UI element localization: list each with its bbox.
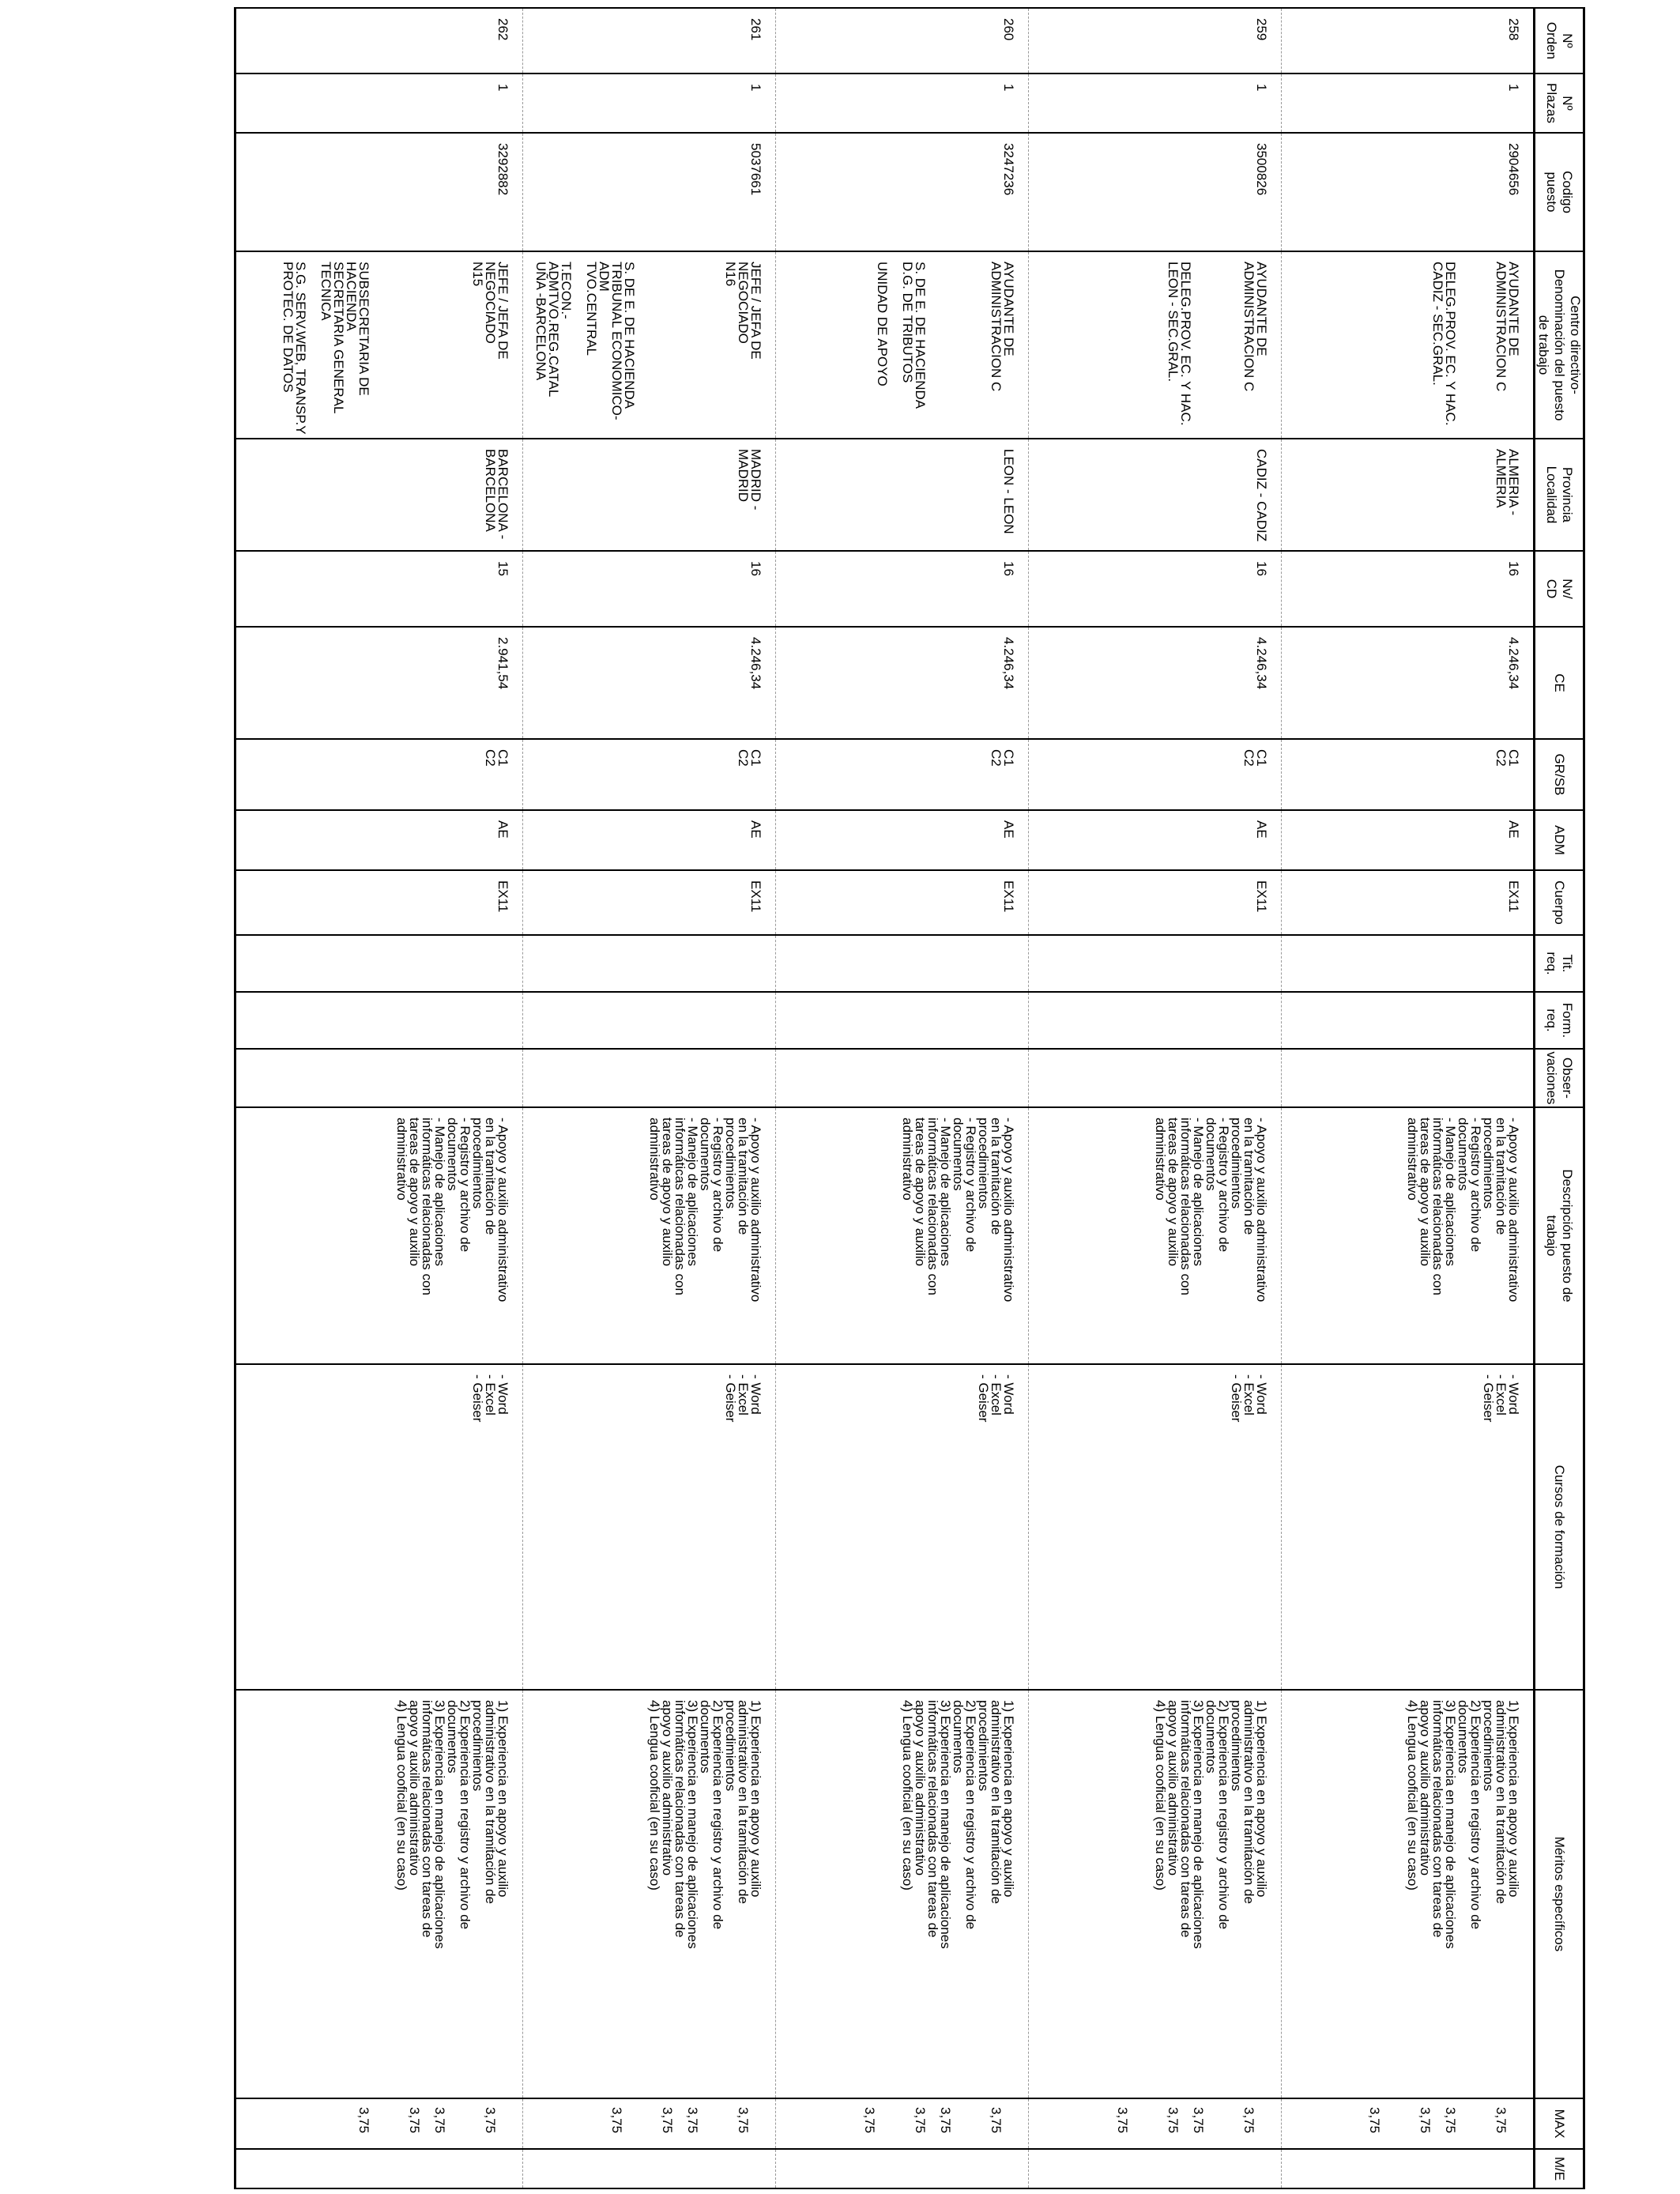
cell-adm: AE [776,810,1029,870]
cell-provincia: CADIZ - CADIZ [1029,439,1282,551]
cell-meritos: 1) Experiencia en apoyo y auxilio administrativo en la tramitación de procedimientos 2) Experiencia en registro y archivo de documentos 3) Experiencia en manejo de aplicaciones informáticas relacionadas con tareas de apoyo y auxilio administrativo 4) Lengua cooficial (en su caso) [776,1690,1029,2098]
header-row [1535,8,1584,2188]
cell-tit [776,935,1029,992]
cell-ce: 2.941,54 [235,627,523,739]
cell-cursos: - Word - Excel - Geiser [776,1364,1029,1690]
cell-orden: 258 [1282,8,1535,74]
max-value: 3,75 [1166,2107,1181,2134]
max-value: 3,75 [938,2107,953,2134]
cell-grsb: C1 C2 [523,739,776,810]
cell-plazas: 1 [235,74,523,133]
cell-plazas: 1 [1029,74,1282,133]
max-value [1217,2107,1230,2145]
job-positions-table [234,7,1585,2189]
cell-cuerpo: EX11 [776,870,1029,935]
cell-codigo: 3500826 [1029,133,1282,251]
max-value: 3,75 [685,2107,700,2134]
max-value: 3,75 [862,2107,877,2134]
cell-nivel: 16 [1282,551,1535,627]
header-centro: Centro directivo- Denominación del puesto de trabajo [1535,251,1584,439]
cell-grsb: C1 C2 [235,739,523,810]
cell-cursos: - Word - Excel - Geiser [523,1364,776,1690]
cell-plazas: 1 [523,74,776,133]
cell-form [523,992,776,1049]
cell-cursos: - Word - Excel - Geiser [1282,1364,1535,1690]
cell-descripcion: - Apoyo y auxilio administrativo en la tramitación de procedimientos - Registro y archivo de documentos - Manejo de aplicaciones informáticas relacionadas con tareas de apoyo y auxilio administrativo [1029,1107,1282,1364]
cell-adm: AE [523,810,776,870]
max-value [382,2107,395,2145]
cell-centro: AYUDANTE DE ADMINISTRACION C DELEG.PROV. EC. Y HAC. CADIZ - SEC.GRAL. [1282,251,1535,439]
cell-centro: AYUDANTE DE ADMINISTRACION C DELEG.PROV. EC. Y HAC. LEON - SEC.GRAL. [1029,251,1282,439]
max-value: 3,75 [1367,2107,1382,2134]
cell-nivel: 16 [776,551,1029,627]
cell-tit [1282,935,1535,992]
header-ce: CE [1535,627,1584,739]
cell-max [523,2098,776,2149]
cell-codigo: 3247236 [776,133,1029,251]
cell-meritos: 1) Experiencia en apoyo y auxilio administrativo en la tramitación de procedimientos 2) Experiencia en registro y archivo de documentos 3) Experiencia en manejo de aplicaciones informáticas relacionadas con tareas de apoyo y auxilio administrativo 4) Lengua cooficial (en su caso) [235,1690,523,2098]
cell-me [1029,2149,1282,2188]
max-value [964,2107,977,2145]
header-cuerpo: Cuerpo [1535,870,1584,935]
cell-plazas: 1 [776,74,1029,133]
cell-meritos: 1) Experiencia en apoyo y auxilio administrativo en la tramitación de procedimientos 2) Experiencia en registro y archivo de documentos 3) Experiencia en manejo de aplicaciones informáticas relacionadas con tareas de apoyo y auxilio administrativo 4) Lengua cooficial (en su caso) [1029,1690,1282,2098]
header-me: M/E [1535,2149,1584,2188]
cell-centro: AYUDANTE DE ADMINISTRACION C S. DE E. DE HACIENDA D.G. DE TRIBUTOS UNIDAD DE APOYO [776,251,1029,439]
max-value: 3,75 [736,2107,751,2134]
max-value [711,2107,724,2145]
cell-obs [1029,1049,1282,1107]
max-value [635,2107,648,2145]
table-row [1029,8,1282,2188]
max-value [1393,2107,1406,2145]
table-row [523,8,776,2188]
cell-adm: AE [235,810,523,870]
cell-tit [235,935,523,992]
cell-descripcion: - Apoyo y auxilio administrativo en la tramitación de procedimientos - Registro y archivo de documentos - Manejo de aplicaciones informáticas relacionadas con tareas de apoyo y auxilio administrativo [1282,1107,1535,1364]
cell-obs [1282,1049,1535,1107]
cell-adm: AE [1029,810,1282,870]
max-value: 3,75 [1443,2107,1458,2134]
header-meritos: Méritos específicos [1535,1690,1584,2098]
cell-grsb: C1 C2 [1029,739,1282,810]
cell-ce: 4.246,34 [1282,627,1535,739]
cell-me [776,2149,1029,2188]
header-nivel: Nv/ CD [1535,551,1584,627]
cell-ce: 4.246,34 [1029,627,1282,739]
cell-tit [1029,935,1282,992]
cell-form [1282,992,1535,1049]
max-value: 3,75 [1191,2107,1206,2134]
cell-grsb: C1 C2 [1282,739,1535,810]
cell-orden: 260 [776,8,1029,74]
rotated-page [100,7,1585,2187]
max-value: 3,75 [432,2107,447,2134]
cell-adm: AE [1282,810,1535,870]
cell-centro: JEFE / JEFA DE NEGOCIADO N16 S. DE E. DE HACIENDA TRIBUNAL ECONOMICO-ADM TVO.CENTRAL T.ECON.-ADMTVO.REG.CATAL UÑA -BARCELONA [523,251,776,439]
cell-orden: 262 [235,8,523,74]
cell-obs [235,1049,523,1107]
header-codigo: Codigo puesto [1535,133,1584,251]
cell-cuerpo: EX11 [523,870,776,935]
max-value: 3,75 [609,2107,624,2134]
header-provincia: Provincia Localidad [1535,439,1584,551]
max-value: 3,75 [989,2107,1004,2134]
table-row [1282,8,1535,2188]
cell-provincia: MADRID - MADRID [523,439,776,551]
cell-nivel: 16 [523,551,776,627]
cell-obs [523,1049,776,1107]
cell-codigo: 3292882 [235,133,523,251]
max-value: 3,75 [1494,2107,1509,2134]
table-row [776,8,1029,2188]
cell-descripcion: - Apoyo y auxilio administrativo en la tramitación de procedimientos - Registro y archivo de documentos - Manejo de aplicaciones informáticas relacionadas con tareas de apoyo y auxilio administrativo [776,1107,1029,1364]
cell-meritos: 1) Experiencia en apoyo y auxilio administrativo en la tramitación de procedimientos 2) Experiencia en registro y archivo de documentos 3) Experiencia en manejo de aplicaciones informáticas relacionadas con tareas de apoyo y auxilio administrativo 4) Lengua cooficial (en su caso) [1282,1690,1535,2098]
header-adm: ADM [1535,810,1584,870]
max-value: 3,75 [407,2107,422,2134]
cell-provincia: BARCELONA - BARCELONA [235,439,523,551]
cell-cuerpo: EX11 [1282,870,1535,935]
cell-codigo: 5037661 [523,133,776,251]
max-value: 3,75 [1115,2107,1130,2134]
header-cursos: Cursos de formación [1535,1364,1584,1690]
cell-form [235,992,523,1049]
cell-cuerpo: EX11 [235,870,523,935]
cell-grsb: C1 C2 [776,739,1029,810]
cell-plazas: 1 [1282,74,1535,133]
cell-max [1282,2098,1535,2149]
max-value: 3,75 [483,2107,498,2134]
max-value [458,2107,471,2145]
header-grsb: GR/SB [1535,739,1584,810]
cell-me [235,2149,523,2188]
cell-form [1029,992,1282,1049]
header-descripcion: Descripción puesto de trabajo [1535,1107,1584,1364]
cell-ce: 4.246,34 [523,627,776,739]
max-value [1469,2107,1482,2145]
cell-orden: 261 [523,8,776,74]
header-form: Form. req. [1535,992,1584,1049]
cell-me [523,2149,776,2188]
max-value: 3,75 [1418,2107,1433,2134]
cell-descripcion: - Apoyo y auxilio administrativo en la tramitación de procedimientos - Registro y archivo de documentos - Manejo de aplicaciones informáticas relacionadas con tareas de apoyo y auxilio administrativo [523,1107,776,1364]
header-max: MAX [1535,2098,1584,2149]
max-value: 3,75 [913,2107,928,2134]
table-row [235,8,523,2188]
cell-ce: 4.246,34 [776,627,1029,739]
max-value [1141,2107,1154,2145]
cell-provincia: LEON - LEON [776,439,1029,551]
cell-max [235,2098,523,2149]
cell-max [776,2098,1029,2149]
cell-orden: 259 [1029,8,1282,74]
cell-tit [523,935,776,992]
header-obs: Obser- vaciones [1535,1049,1584,1107]
header-plazas: Nº Plazas [1535,74,1584,133]
cell-descripcion: - Apoyo y auxilio administrativo en la tramitación de procedimientos - Registro y archivo de documentos - Manejo de aplicaciones informáticas relacionadas con tareas de apoyo y auxilio administrativo [235,1107,523,1364]
cell-centro: JEFE / JEFA DE NEGOCIADO N15 SUBSECRETARIA DE HACIENDA SECRETARIA GENERAL TECNICA S.G. SERV.WEB, TRANSP.Y PROTEC. DE DATOS [235,251,523,439]
cell-me [1282,2149,1535,2188]
max-value: 3,75 [1241,2107,1256,2134]
cell-cursos: - Word - Excel - Geiser [235,1364,523,1690]
cell-provincia: ALMERIA - ALMERIA [1282,439,1535,551]
max-value: 3,75 [660,2107,675,2134]
cell-nivel: 16 [1029,551,1282,627]
cell-cursos: - Word - Excel - Geiser [1029,1364,1282,1690]
header-tit: Tit. req. [1535,935,1584,992]
cell-obs [776,1049,1029,1107]
max-value [888,2107,901,2145]
cell-meritos: 1) Experiencia en apoyo y auxilio administrativo en la tramitación de procedimientos 2) Experiencia en registro y archivo de documentos 3) Experiencia en manejo de aplicaciones informáticas relacionadas con tareas de apoyo y auxilio administrativo 4) Lengua cooficial (en su caso) [523,1690,776,2098]
cell-cuerpo: EX11 [1029,870,1282,935]
cell-codigo: 2904656 [1282,133,1535,251]
header-orden: Nº Orden [1535,8,1584,74]
max-value: 3,75 [356,2107,371,2134]
cell-max [1029,2098,1282,2149]
cell-nivel: 15 [235,551,523,627]
cell-form [776,992,1029,1049]
